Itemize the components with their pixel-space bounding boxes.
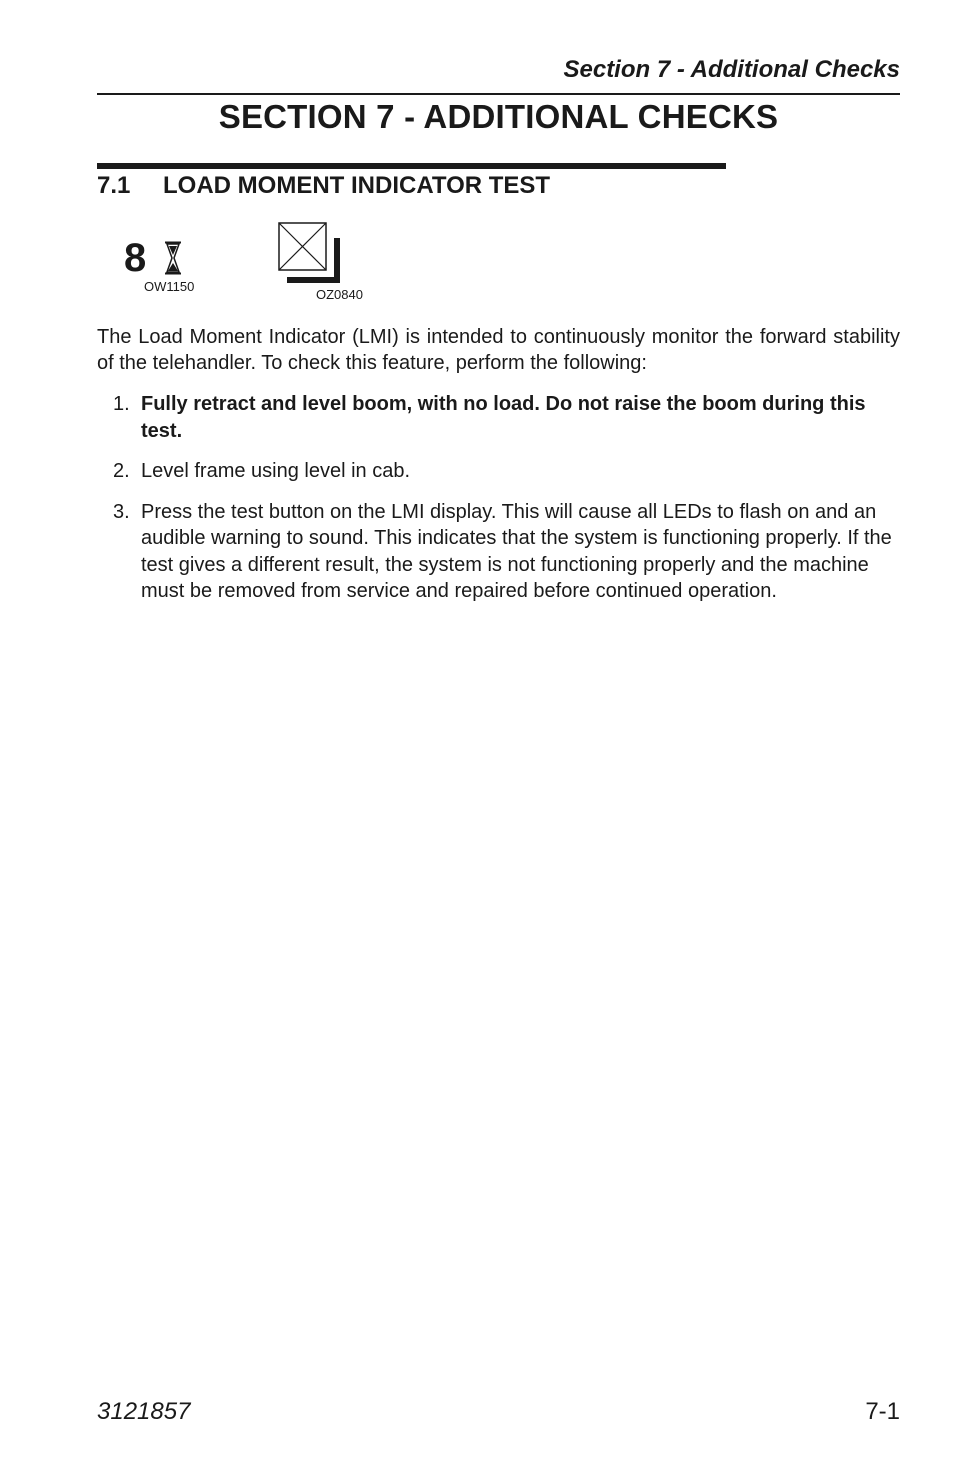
step-number: 1. <box>113 393 130 415</box>
list-item <box>97 458 900 485</box>
figure-code: OZ0840 <box>316 287 363 302</box>
subsection-rule <box>97 163 726 169</box>
intro-paragraph: The Load Moment Indicator (LMI) is intended to continuously monitor the forward stability of the telehandler. To check this feature, perform the following: <box>97 326 900 374</box>
crossed-box-corner-icon <box>276 221 346 287</box>
step-text: Press the test button on the LMI display. This will cause all LEDs to flash on and an audible warning to sound. This indicates that the system is functioning properly. If the test gives a different result, the system is not functioning properly and the machine must be removed from service and repaired before continued operation. <box>141 500 892 602</box>
doc-number: 3121857 <box>97 1398 191 1425</box>
figure-digit: 8 <box>124 236 147 280</box>
step-text: Level frame using level in cab. <box>141 460 411 482</box>
header-rule <box>97 93 900 95</box>
step-text: Fully retract and level boom, with no load. Do not raise the boom during this test. <box>141 393 866 442</box>
running-header: Section 7 - Additional Checks <box>563 56 900 83</box>
list-item <box>97 499 900 605</box>
page-number: 7-1 <box>865 1398 900 1425</box>
figure-code: OW1150 <box>144 279 195 294</box>
subsection-number: 7.1 <box>97 172 131 199</box>
figure-crossed-box <box>276 221 376 305</box>
procedure-steps <box>97 391 900 619</box>
figure-hourglass <box>124 236 214 300</box>
subsection-title: LOAD MOMENT INDICATOR TEST <box>163 172 551 199</box>
step-number: 2. <box>113 460 130 482</box>
subsection-heading <box>97 172 550 200</box>
list-item <box>97 391 900 444</box>
section-title: SECTION 7 - ADDITIONAL CHECKS <box>218 98 779 135</box>
hourglass-icon <box>163 241 183 275</box>
step-number: 3. <box>113 500 130 523</box>
